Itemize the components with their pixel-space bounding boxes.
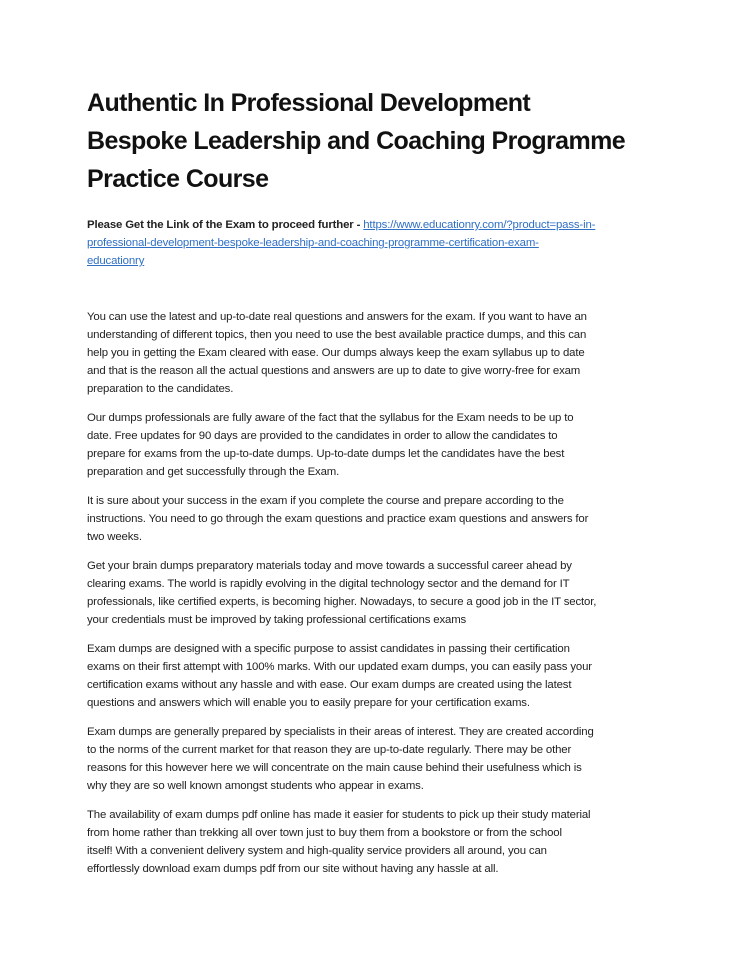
body-line: Exam dumps are generally prepared by specialists in their areas of interest. They are created according: [87, 726, 594, 738]
body-line: clearing exams. The world is rapidly evolving in the digital technology sector and the demand for IT: [87, 578, 570, 590]
body-line: help you in getting the Exam cleared with ease. Our dumps always keep the exam syllabus up to date: [87, 347, 585, 359]
body-line: It is sure about your success in the exam if you complete the course and prepare according to the: [87, 495, 564, 507]
body-line: itself! With a convenient delivery system and high-quality service providers all around, you can: [87, 845, 547, 857]
title-line: Bespoke Leadership and Coaching Programme: [87, 127, 626, 155]
body-line: and that is the reason all the actual questions and answers are up to date to give worry-free for exam: [87, 365, 581, 377]
document-page: [87, 84, 647, 878]
body-paragraph: [87, 806, 647, 878]
body-line: date. Free updates for 90 days are provided to the candidates in order to allow the candidates to: [87, 430, 558, 442]
exam-link-line[interactable]: educationry: [87, 255, 145, 267]
body-line: You can use the latest and up-to-date real questions and answers for the exam. If you want to have an: [87, 311, 587, 323]
body-line: reasons for this however here we will concentrate on the main cause behind their usefulness which is: [87, 762, 582, 774]
body-line: why they are so well known amongst students who appear in exams.: [87, 780, 424, 792]
body-paragraph: [87, 308, 647, 398]
title-line: Authentic In Professional Development: [87, 89, 531, 117]
body-line: understanding of different topics, then you need to use the best available practice dumps, and this can: [87, 329, 587, 341]
body-paragraph: [87, 640, 647, 712]
body-line: preparation to the candidates.: [87, 383, 234, 395]
body-paragraph: [87, 492, 647, 546]
exam-link-line[interactable]: https://www.educationry.com/?product=pass-in-: [363, 219, 596, 231]
body-line: certification exams without any hassle and with ease. Our exam dumps are created using the latest: [87, 679, 572, 691]
body-line: questions and answers which will enable you to easily prepare for your certification exams.: [87, 697, 530, 709]
body-line: Exam dumps are designed with a specific purpose to assist candidates in passing their certification: [87, 643, 570, 655]
body-line: professionals, like certified experts, is becoming higher. Nowadays, to secure a good job in the IT sector,: [87, 596, 597, 608]
body-paragraph: [87, 409, 647, 481]
body-line: effortlessly download exam dumps pdf from our site without having any hassle at all.: [87, 863, 499, 875]
body-line: two weeks.: [87, 531, 142, 543]
body-line: preparation and get successfully through the Exam.: [87, 466, 340, 478]
body-line: The availability of exam dumps pdf online has made it easier for students to pick up their study material: [87, 809, 591, 821]
title-line: Practice Course: [87, 165, 269, 193]
body-line: to the norms of the current market for that reason they are up-to-date regularly. There may be other: [87, 744, 572, 756]
page-title: [87, 84, 647, 198]
body-paragraph: [87, 723, 647, 795]
body-line: Our dumps professionals are fully aware of the fact that the syllabus for the Exam needs to be up to: [87, 412, 574, 424]
body-paragraph: [87, 557, 647, 629]
link-prompt: Please Get the Link of the Exam to proceed further -: [87, 219, 364, 231]
body-line: from home rather than trekking all over town just to buy them from a bookstore or from the school: [87, 827, 562, 839]
exam-link-line[interactable]: professional-development-bespoke-leadership-and-coaching-programme-certification-exam-: [87, 237, 539, 249]
body-line: prepare for exams from the up-to-date dumps. Up-to-date dumps let the candidates have the best: [87, 448, 565, 460]
body-line: instructions. You need to go through the exam questions and practice exam questions and answers for: [87, 513, 589, 525]
body-line: your credentials must be improved by taking professional certifications exams: [87, 614, 467, 626]
body-line: exams on their first attempt with 100% marks. With our updated exam dumps, you can easily pass your: [87, 661, 592, 673]
exam-link-paragraph: [87, 216, 647, 270]
body-line: Get your brain dumps preparatory materials today and move towards a successful career ahead by: [87, 560, 572, 572]
